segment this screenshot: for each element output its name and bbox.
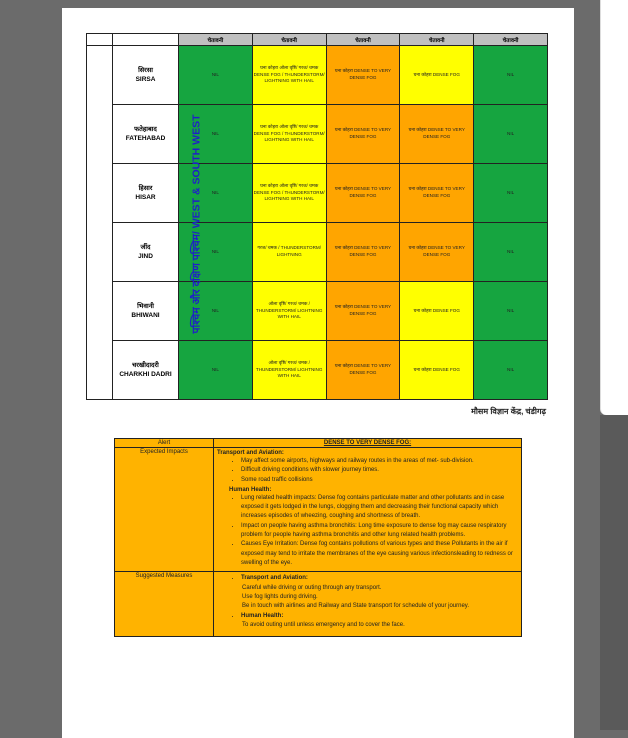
district-name-english: HISAR — [135, 194, 156, 201]
warning-text: घना कोहरा DENSE TO VERY DENSE FOG — [334, 68, 392, 80]
list-item: • Impact on people having asthma bronchitis: Long time exposure to dense fog may cause respiratory problem for people having asthma bronchitis and other lung related health problems. — [241, 522, 518, 541]
district-name-hindi: भिवानी — [137, 302, 154, 310]
district-name-hindi: चरखीदादरी — [132, 361, 159, 369]
warning-cell — [326, 341, 400, 400]
warning-text: NIL — [211, 189, 219, 195]
district-cell — [113, 46, 179, 105]
district-cell — [113, 105, 179, 164]
health-list — [217, 494, 518, 568]
warning-cell — [400, 164, 474, 223]
warning-cell — [252, 164, 326, 223]
side-dark-area — [600, 415, 628, 730]
suggested-measures-label: Suggested Measures — [115, 572, 214, 637]
warning-text: NIL — [211, 71, 219, 77]
warning-cell — [252, 46, 326, 105]
expected-impacts-content — [214, 448, 522, 572]
district-name-english: JIND — [138, 253, 153, 260]
table-row — [87, 164, 548, 223]
header-day1: चेतावनी — [179, 34, 253, 46]
transport-heading: Transport and Aviation: — [217, 450, 284, 456]
region-label: पश्चिम और दक्षिण पश्चिम/ WEST & SOUTH WEST — [190, 114, 203, 333]
warning-cell — [252, 105, 326, 164]
warning-text: ओला वृष्टि/ गरज/ चमक / THUNDERSTORM/ LIGHTNING WITH HAIL — [255, 301, 323, 320]
table-row — [87, 341, 548, 400]
district-name-hindi: फतेहाबाद — [134, 125, 157, 133]
measure-line: Careful while driving or outing through any transport. — [242, 584, 382, 591]
list-item: • Some road traffic collisions — [241, 476, 518, 485]
warning-text: NIL — [211, 130, 219, 136]
warning-text: NIL — [507, 189, 515, 195]
credit-line: मौसम विज्ञान केंद्र, चंडीगढ़ — [471, 407, 546, 416]
warning-cell — [252, 341, 326, 400]
warning-text: घना कोहरा DENSE TO VERY DENSE FOG — [334, 363, 392, 375]
warning-cell — [400, 341, 474, 400]
warning-cell — [326, 164, 400, 223]
alert-label: Alert — [115, 439, 214, 448]
warning-cell — [179, 46, 253, 105]
district-name-hindi: हिसार — [138, 184, 153, 192]
transport-list — [217, 457, 518, 485]
district-name-hindi: सिरसा — [138, 66, 153, 74]
warning-text: घना कोहरा DENSE FOG — [413, 71, 460, 77]
warning-text: NIL — [507, 248, 515, 254]
warning-text: NIL — [507, 130, 515, 136]
side-panel — [600, 0, 628, 415]
district-name-english: CHARKHI DADRI — [119, 371, 172, 378]
warning-text: घना कोहरा DENSE TO VERY DENSE FOG — [408, 186, 465, 198]
list-item: • Lung related health impacts: Dense fog contains particulate matter and other pollutants and in case exposed it gets lodged in the lungs, clogging them and decreasing their functional capacity which increases episodes of wheezing, coughing and shortness of breath. — [241, 494, 518, 522]
district-cell — [113, 164, 179, 223]
warning-cell — [474, 223, 548, 282]
table-row — [87, 105, 548, 164]
header-day3: चेतावनी — [326, 34, 400, 46]
warning-table — [86, 33, 548, 400]
district-cell — [113, 223, 179, 282]
header-day4: चेतावनी — [400, 34, 474, 46]
warning-text: NIL — [507, 71, 515, 77]
district-cell — [113, 341, 179, 400]
suggested-measures-content — [214, 572, 522, 637]
district-cell — [113, 282, 179, 341]
warning-cell — [326, 282, 400, 341]
measures-health-heading: • Human Health: — [241, 612, 518, 621]
warning-text: घना कोहरा ओला वृष्टि/ गरज/ चमक DENSE FOG / THUNDERSTORM/ LIGHTNING WITH HAIL — [253, 65, 325, 84]
measure-line: Be in touch with airlines and Railway and State transport for schedule of your journey. — [242, 602, 470, 609]
warning-cell — [400, 105, 474, 164]
district-name-english: SIRSA — [135, 76, 156, 83]
alert-text: DENSE TO VERY DENSE FOG: — [214, 439, 522, 448]
warning-text: घना कोहरा DENSE TO VERY DENSE FOG — [334, 127, 392, 139]
table-row — [87, 282, 548, 341]
warning-text: NIL — [211, 307, 219, 313]
measures-transport-list — [217, 574, 518, 583]
warning-text: घना कोहरा ओला वृष्टि/ गरज/ चमक DENSE FOG / THUNDERSTORM/ LIGHTNING WITH HAIL — [253, 183, 325, 202]
warning-cell — [179, 341, 253, 400]
warning-text: NIL — [507, 307, 515, 313]
measure-line: Use fog lights during driving. — [242, 593, 318, 600]
table-row — [87, 46, 548, 105]
warning-cell — [326, 105, 400, 164]
district-name-hindi: जींद — [140, 243, 151, 251]
warning-text: ओला वृष्टि/ गरज/ चमक / THUNDERSTORM/ LIGHTNING WITH HAIL — [255, 360, 323, 379]
list-item: • Difficult driving conditions with slower journey times. — [241, 466, 518, 475]
health-heading: Human Health: — [229, 486, 272, 493]
warning-text: घना कोहरा DENSE TO VERY DENSE FOG — [334, 304, 392, 316]
header-blank — [113, 34, 179, 46]
warning-cell — [474, 164, 548, 223]
warning-table-body — [87, 46, 548, 400]
district-name-english: FATEHABAD — [125, 135, 166, 142]
warning-text: घना कोहरा DENSE TO VERY DENSE FOG — [408, 245, 465, 257]
warning-text: घना कोहरा DENSE FOG — [413, 366, 460, 372]
warning-cell — [474, 46, 548, 105]
measure-line: To avoid outing until unless emergency and to cover the face. — [242, 621, 405, 628]
header-day5: चेतावनी — [474, 34, 548, 46]
warning-cell — [400, 46, 474, 105]
measures-transport-heading: • Transport and Aviation: — [241, 574, 518, 583]
impact-table — [114, 438, 522, 637]
warning-cell — [474, 341, 548, 400]
table-row — [87, 223, 548, 282]
warning-text: घना कोहरा DENSE TO VERY DENSE FOG — [408, 127, 465, 139]
warning-cell — [326, 223, 400, 282]
warning-cell — [326, 46, 400, 105]
district-name-english: BHIWANI — [131, 312, 160, 319]
warning-cell — [400, 223, 474, 282]
warning-cell — [252, 282, 326, 341]
warning-text: NIL — [507, 366, 515, 372]
measures-health-list — [217, 612, 518, 621]
header-blank — [87, 34, 113, 46]
warning-text: गरज/ चमक / THUNDERSTORM/ LIGHTNING — [257, 245, 322, 257]
warning-text: घना कोहरा DENSE TO VERY DENSE FOG — [334, 186, 392, 198]
list-item: • Causes Eye Irritation: Dense fog contains pollutions of various types and these Pollutants in the air if exposed may tend to irritate the membranes of the eye causing various infectionsleading to redness or swelling of the eye. — [241, 540, 518, 568]
warning-cell — [400, 282, 474, 341]
warning-cell — [474, 105, 548, 164]
warning-text: NIL — [211, 366, 219, 372]
list-item: • May affect some airports, highways and railway routes in the areas of met- sub-division. — [241, 457, 518, 466]
header-day2: चेतावनी — [252, 34, 326, 46]
expected-impacts-label: Expected Impacts — [115, 448, 214, 572]
warning-text: घना कोहरा ओला वृष्टि/ गरज/ चमक DENSE FOG / THUNDERSTORM/ LIGHTNING WITH HAIL — [253, 124, 325, 143]
warning-text: घना कोहरा DENSE FOG — [413, 307, 460, 313]
warning-text: NIL — [211, 248, 219, 254]
warning-cell — [252, 223, 326, 282]
warning-cell — [474, 282, 548, 341]
warning-text: घना कोहरा DENSE TO VERY DENSE FOG — [334, 245, 392, 257]
